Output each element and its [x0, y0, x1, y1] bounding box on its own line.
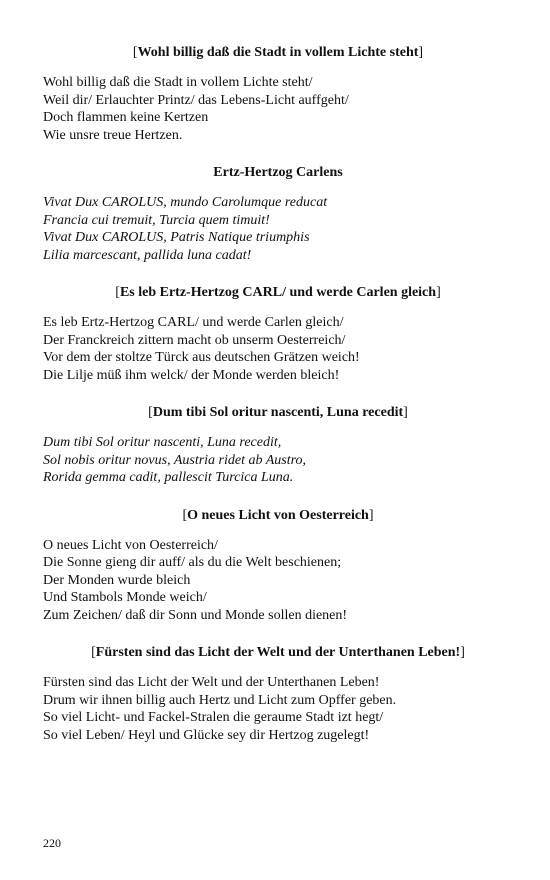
- verse-line: Vivat Dux CAROLUS, mundo Carolumque reducat: [43, 195, 328, 210]
- verse-line: Francia cui tremuit, Turcia quem timuit!: [43, 212, 270, 228]
- verse-line: Vivat Dux CAROLUS, Patris Natique triumphis: [43, 230, 310, 245]
- verse-line: Wie unsre treue Hertzen.: [43, 127, 183, 143]
- bracket-open: [: [115, 285, 120, 300]
- section-heading-text: Dum tibi Sol oritur nascenti, Luna recedit: [152, 405, 404, 420]
- section-heading: [43, 644, 513, 662]
- verse-line: Drum wir ihnen billig auch Hertz und Licht zum Opffer geben.: [43, 692, 397, 708]
- bracket-close: ]: [368, 507, 374, 523]
- section-heading: [43, 404, 513, 422]
- bracket-close: ]: [403, 405, 408, 420]
- verse-line: Die Lilje müß ihm welck/ der Monde werden bleich!: [43, 367, 340, 383]
- verse-line: Der Franckreich zittern macht ob unserm Oesterreich/: [43, 332, 346, 348]
- section-heading: [43, 44, 513, 62]
- verse-line: So viel Leben/ Heyl und Glücke sey dir Hertzog zugelegt!: [43, 727, 370, 743]
- bracket-close: ]: [460, 645, 465, 660]
- verse-line: Die Sonne gieng dir auff/ als du die Welt beschienen;: [43, 555, 342, 570]
- bracket-open: [: [148, 405, 153, 420]
- verse-line: Dum tibi Sol oritur nascenti, Luna recedit,: [43, 435, 282, 450]
- verse-line: Wohl billig daß die Stadt in vollem Lichte steht/: [43, 75, 313, 90]
- bracket-open: [: [132, 45, 138, 60]
- poem-page: [43, 44, 513, 744]
- stanza: [43, 74, 513, 144]
- bracket-close: ]: [436, 285, 441, 300]
- section-heading-text: O neues Licht von Oesterreich: [187, 507, 369, 523]
- section-heading-text: Wohl billig daß die Stadt in vollem Lichte steht: [137, 45, 419, 60]
- verse-line: Weil dir/ Erlauchter Printz/ das Lebens-Licht auffgeht/: [43, 92, 349, 108]
- page-number: 220: [43, 836, 61, 850]
- verse-line: Vor dem der stoltze Türck aus deutschen Grätzen weich!: [43, 350, 360, 365]
- verse-line: O neues Licht von Oesterreich/: [43, 537, 218, 553]
- verse-line: Sol nobis oritur novus, Austria ridet ab Austro,: [43, 452, 307, 468]
- verse-line: Lilia marcescant, pallida luna cadat!: [43, 247, 252, 263]
- stanza: [43, 537, 513, 625]
- verse-line: Rorida gemma cadit, pallescit Turcica Luna.: [43, 470, 294, 485]
- bracket-close: ]: [418, 45, 424, 60]
- bracket-open: [: [182, 507, 188, 523]
- verse-line: Es leb Ertz-Hertzog CARL/ und werde Carlen gleich/: [43, 315, 344, 330]
- stanza: [43, 194, 513, 264]
- stanza: [43, 314, 513, 384]
- section-heading: [43, 507, 513, 525]
- stanza: [43, 434, 513, 487]
- stanza: [43, 674, 513, 744]
- section-heading: [43, 284, 513, 302]
- verse-line: Zum Zeichen/ daß dir Sonn und Monde sollen dienen!: [43, 607, 348, 623]
- verse-line: Und Stambols Monde weich/: [43, 590, 207, 605]
- verse-line: Der Monden wurde bleich: [43, 572, 191, 588]
- bracket-open: [: [91, 645, 96, 660]
- section-heading: [43, 164, 513, 182]
- verse-line: Fürsten sind das Licht der Welt und der Unterthanen Leben!: [43, 675, 380, 690]
- verse-line: Doch flammen keine Kertzen: [43, 110, 209, 125]
- verse-line: So viel Licht- und Fackel-Stralen die geraume Stadt izt hegt/: [43, 710, 384, 725]
- section-heading-text: Es leb Ertz-Hertzog CARL/ und werde Carlen gleich: [119, 285, 437, 300]
- section-heading-text: Fürsten sind das Licht der Welt und der Unterthanen Leben!: [95, 645, 461, 660]
- section-heading-text: Ertz-Hertzog Carlens: [213, 165, 343, 180]
